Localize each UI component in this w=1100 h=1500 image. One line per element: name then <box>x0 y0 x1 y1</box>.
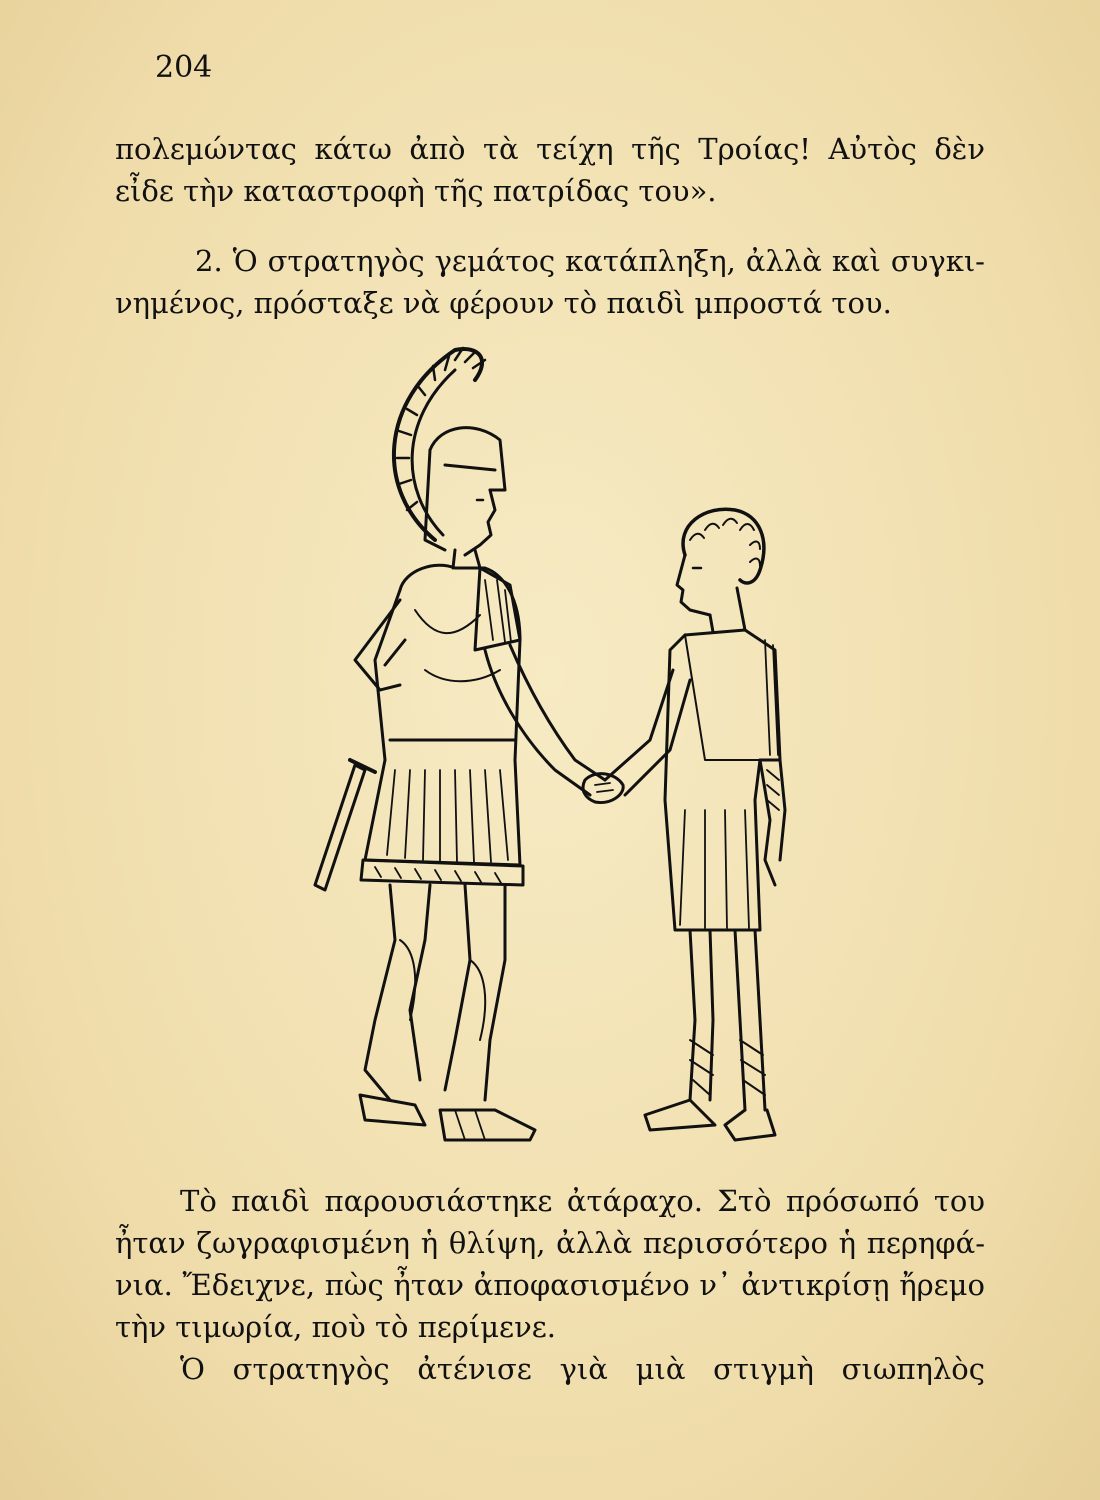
paragraph-3-line-3: νια. Ἔδειχνε, πὼς ἦταν ἀποφασισμένο ν᾽ ἀντικρίσῃ ἤρεμο <box>115 1268 985 1302</box>
paragraph-2-line-2: νημένος, πρόσταξε νὰ φέρουν τὸ παιδὶ μπροστά του. <box>115 286 892 320</box>
page-number: 204 <box>155 50 213 85</box>
paragraph-3 <box>115 1180 985 1348</box>
warrior-and-boy-illustration <box>305 340 795 1160</box>
paragraph-3-line-2: ἦταν ζωγραφισμένη ἡ θλίψη, ἀλλὰ περισσότερο ἡ περηφά- <box>115 1226 985 1260</box>
paragraph-1-line-2: εἶδε τὴν καταστροφὴ τῆς πατρίδας του». <box>115 174 717 208</box>
paragraph-1 <box>115 128 985 212</box>
paragraph-2-line-1: 2. Ὁ στρατηγὸς γεμάτος κατάπληξη, ἀλλὰ καὶ συγκι- <box>195 244 985 278</box>
boy-figure <box>583 509 785 1140</box>
paragraph-3-line-1: Τὸ παιδὶ παρουσιάστηκε ἀτάραχο. Στὸ πρόσωπό του <box>180 1184 985 1218</box>
paragraph-1-line-1: πολεμώντας κάτω ἀπὸ τὰ τείχη τῆς Τροίας! Αὐτὸς δὲν <box>115 132 985 166</box>
paragraph-4-line-1: Ὁ στρατηγὸς ἀτένισε γιὰ μιὰ στιγμὴ σιωπηλὸς <box>180 1352 985 1386</box>
paragraph-3-line-4: τὴν τιμωρία, ποὺ τὸ περίμενε. <box>115 1310 556 1344</box>
warrior-figure <box>315 348 605 1140</box>
paragraph-4 <box>115 1348 985 1390</box>
paragraph-2 <box>115 240 985 324</box>
